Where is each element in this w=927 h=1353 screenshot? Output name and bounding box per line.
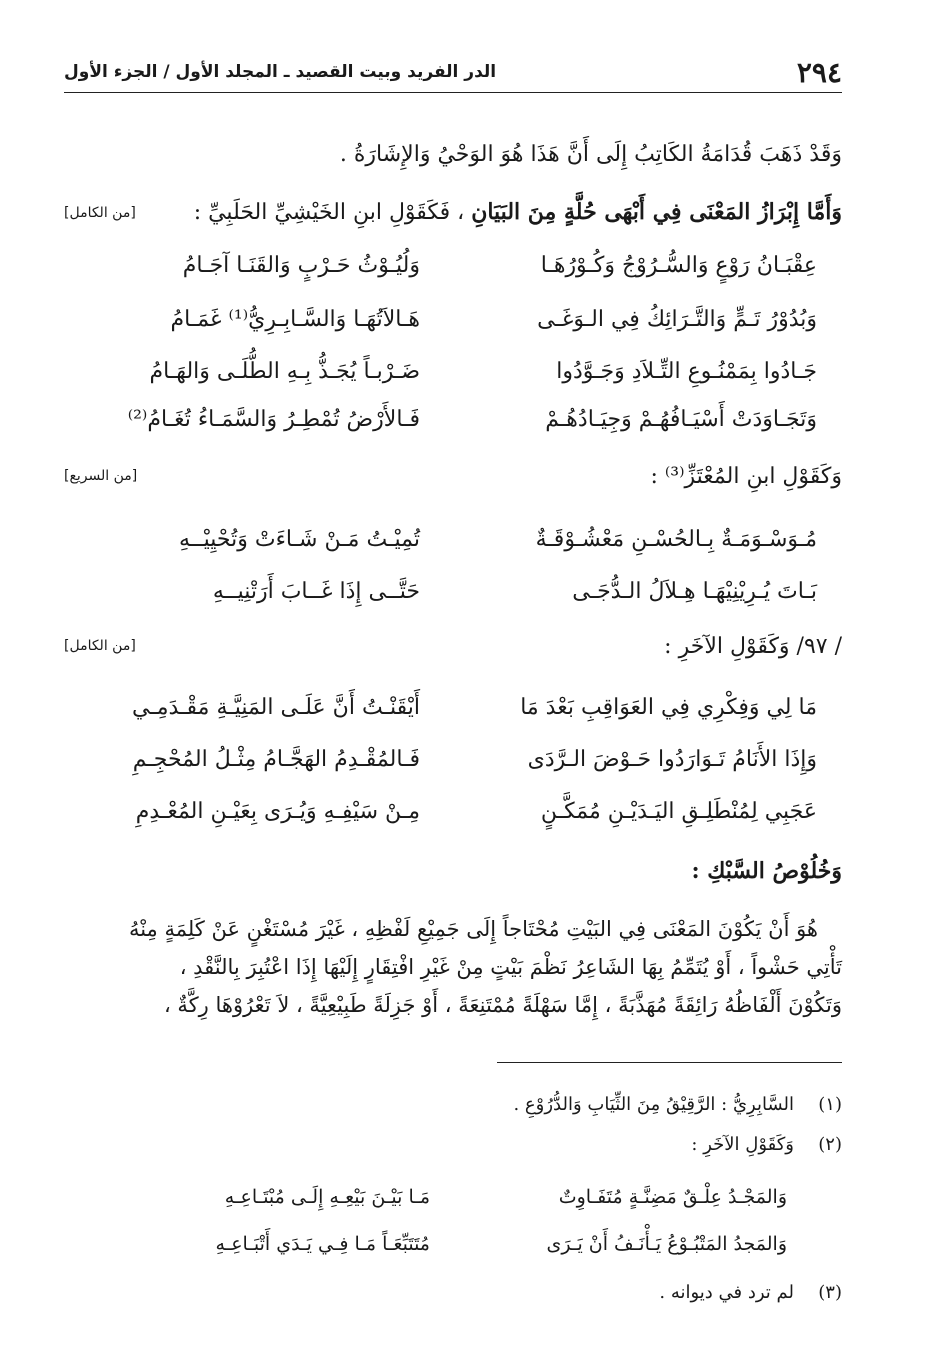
- footnote-separator: [497, 1062, 842, 1063]
- verse-second-hemistich: أَيْقَنْـتُ أَنَّ عَلَـى المَنِيَّـةِ مَقْـدَمِـي: [131, 695, 420, 720]
- footnote-number: (١): [818, 1094, 842, 1115]
- page-header: [64, 52, 842, 93]
- footnote-text: وَكَقَوْلِ الآخَرِ :: [691, 1134, 794, 1155]
- section1-heading-bold: وَأَمَّا إِبْرَازُ المَعْنَى فِي أَبْهَى حُلَّةٍ مِنَ البَيَانِ: [471, 199, 842, 225]
- section1-heading-rest: ، فَكَقَوْلِ ابنِ الخَيْشِيِّ الحَلَبِيِّ :: [193, 200, 472, 225]
- verse-first-hemistich: وَالمَجْـدُ عِلْـقٌ مَضِنَّـةٍ مُتَفَـاوِتٌ: [558, 1186, 787, 1208]
- verse-first-hemistich: مَا لِي وَفِكْرِي فِي العَوَاقِبِ بَعْدَ مَا: [520, 695, 817, 720]
- footnote-verse-row: [130, 1178, 787, 1216]
- verse-first-hemistich: مُـوَسْـوَمَـةٌ بِـالحُسْـنِ مَعْشُـوْقَـةٌ: [535, 527, 817, 552]
- verse-second-hemistich: ضَـرْبـاً يُجَـذُّ بِـهِ الطُّلَـى وَالهَـامُ: [149, 359, 420, 384]
- verse-row: [90, 688, 817, 728]
- footnote-1: [64, 1090, 842, 1120]
- paragraph-line: وَتَكُوْنَ أَلْفَاظُهُ رَائِقَةً مُهَذَّبَةً ، إِمَّا سَهْلَةً مُمْتَنِعَةً ، أَوْ جَزِلَةً طَبِيْعِيَّةً ، لاَ تَعْرُوْهَا رِكَّةٌ ،: [163, 993, 842, 1017]
- verse-second-hemistich: فَـالمُقْـدِمُ الهَجَّـامُ مِثْـلُ المُحْجِـمِ: [132, 747, 420, 772]
- verse-second-hemistich: تُمِيْـتُ مَـنْ شَـاءَتْ وَتُحْيِيْــهِ: [178, 527, 420, 552]
- verse-first-hemistich: عِقْبَـانُ رَوْعٍ وَالسُّـرُوْجُ وَكُـوْرُهَـا: [540, 253, 817, 278]
- verse-first-hemistich: وَالمَجدُ المَتْبُـوْعُ يَـأْنَـفُ أَنْ يَـرَى: [546, 1233, 787, 1255]
- verse-row: [90, 300, 817, 340]
- verse-second-hemistich: هَـالاَتُهَـا وَالسَّـابِـرِيُّ⁽¹⁾ غَمَـامُ: [170, 307, 420, 332]
- verse-first-hemistich: وَبُدُوْرُ تَـمٍّ وَالتَّـرَائِكُ فِي الـوَغَـى: [537, 307, 817, 332]
- section4-heading: وَخُلُوْصُ السَّبْكِ :: [691, 858, 842, 884]
- verse-second-hemistich: حَتَّــى إِذَا غَــابَ أَرَتْنِيــهِ: [212, 579, 420, 604]
- running-title: الدر الفريد وبيت القصيد ـ المجلد الأول / الجزء الأول: [64, 62, 497, 82]
- footnote-text: لم ترد في ديوانه .: [659, 1282, 794, 1303]
- paragraph-line: هُوَ أَنْ يَكُوْنَ المَعْنَى فِي البَيْتِ مُحْتَاجاً إِلَى جَمِيْعِ لَفْظِهِ ، غَيْرَ مُسْتَغْنٍ عَنْ كَلِمَةٍ مِنْهُ: [128, 917, 818, 941]
- verse-row: [90, 400, 817, 440]
- section2-intro: وَكَقَوْلِ ابنِ المُعْتَزِّ⁽³⁾ :: [650, 464, 842, 489]
- verse-first-hemistich: وَتَجَـاوَدَتْ أَسْيَـافُهُـمْ وَجِيَـادُهُـمْ: [545, 407, 817, 432]
- footnote-number: (٣): [818, 1282, 842, 1303]
- section1-heading: [64, 195, 842, 230]
- verse-row: [90, 246, 817, 286]
- intro-line: وَقَدْ ذَهَبَ قُدَامَةُ الكَاتِبُ إِلَى أَنَّ هَذَا هُوَ الوَحْيُ وَالإِشَارَةُ .: [339, 142, 842, 167]
- verse-second-hemistich: مُتَتَبِّعَـاً مَـا فِـي يَـدَي أَتْبَـاعِـهِ: [215, 1233, 430, 1255]
- footnote-3: [64, 1278, 842, 1308]
- verse-first-hemistich: وَإِذَا الأَنَامُ تَـوَارَدُوا حَـوْضَ الـرَّدَى: [527, 747, 817, 772]
- section1-meter: [من الكامل]: [64, 205, 136, 221]
- verse-first-hemistich: جَـادُوا بِمَمْنُـوعِ التِّـلاَدِ وَجَـوَّدُوا: [556, 359, 817, 384]
- verse-first-hemistich: عَجَبِي لِمُنْطَلِـقِ اليَـدَيْـنِ مُمَكَّـنٍ: [540, 799, 817, 824]
- verse-row: [90, 572, 817, 612]
- footnote-number: (٢): [818, 1134, 842, 1155]
- verse-row: [90, 740, 817, 780]
- page-number: ٢٩٤: [796, 55, 842, 89]
- section2-meter: [من السريع]: [64, 468, 138, 484]
- verse-second-hemistich: وَلُيُـوْثُ حَـرْبٍ وَالقَنَـا آجَـامُ: [182, 253, 420, 278]
- footnote-text: السَّابِرِيُّ : الرَّقِيْقُ مِنَ الثِّيَابِ وَالدُّرُوْعِ .: [513, 1094, 794, 1115]
- verse-second-hemistich: فَـالأَرْضُ تُمْطِـرُ وَالسَّمَـاءُ تُغَـامُ⁽²⁾: [127, 407, 420, 432]
- verse-first-hemistich: بَـاتَ يُـرِيْنِيْهَـا هِـلاَلُ الـدُّجَـى: [572, 579, 817, 604]
- verse-second-hemistich: مَـا بَيْـنَ بَيْعِـهِ إِلَـى مُبْتَـاعِـهِ: [224, 1186, 430, 1208]
- section3-intro: / ٩٧/ وَكَقَوْلِ الآخَرِ :: [664, 634, 842, 659]
- footnote-verse-row: [130, 1225, 787, 1263]
- section3-meter: [من الكامل]: [64, 638, 136, 654]
- paragraph-line: تَأْتِي حَشْواً ، أَوْ يُتَمِّمُ بِهَا الشَاعِرُ نَظْمَ بَيْتٍ مِنْ غَيْرِ افْتِقَارٍ إِلَيْهَا إِذَا اعْتُبِرَ بِالنَّقْدِ ،: [179, 955, 842, 979]
- verse-row: [90, 352, 817, 392]
- verse-row: [90, 792, 817, 832]
- verse-row: [90, 520, 817, 560]
- footnote-2: [64, 1130, 842, 1160]
- verse-second-hemistich: مِـنْ سَيْفِـهِ وَيُـرَى بِعَيْـنِ المُعْـدِمِ: [135, 799, 420, 824]
